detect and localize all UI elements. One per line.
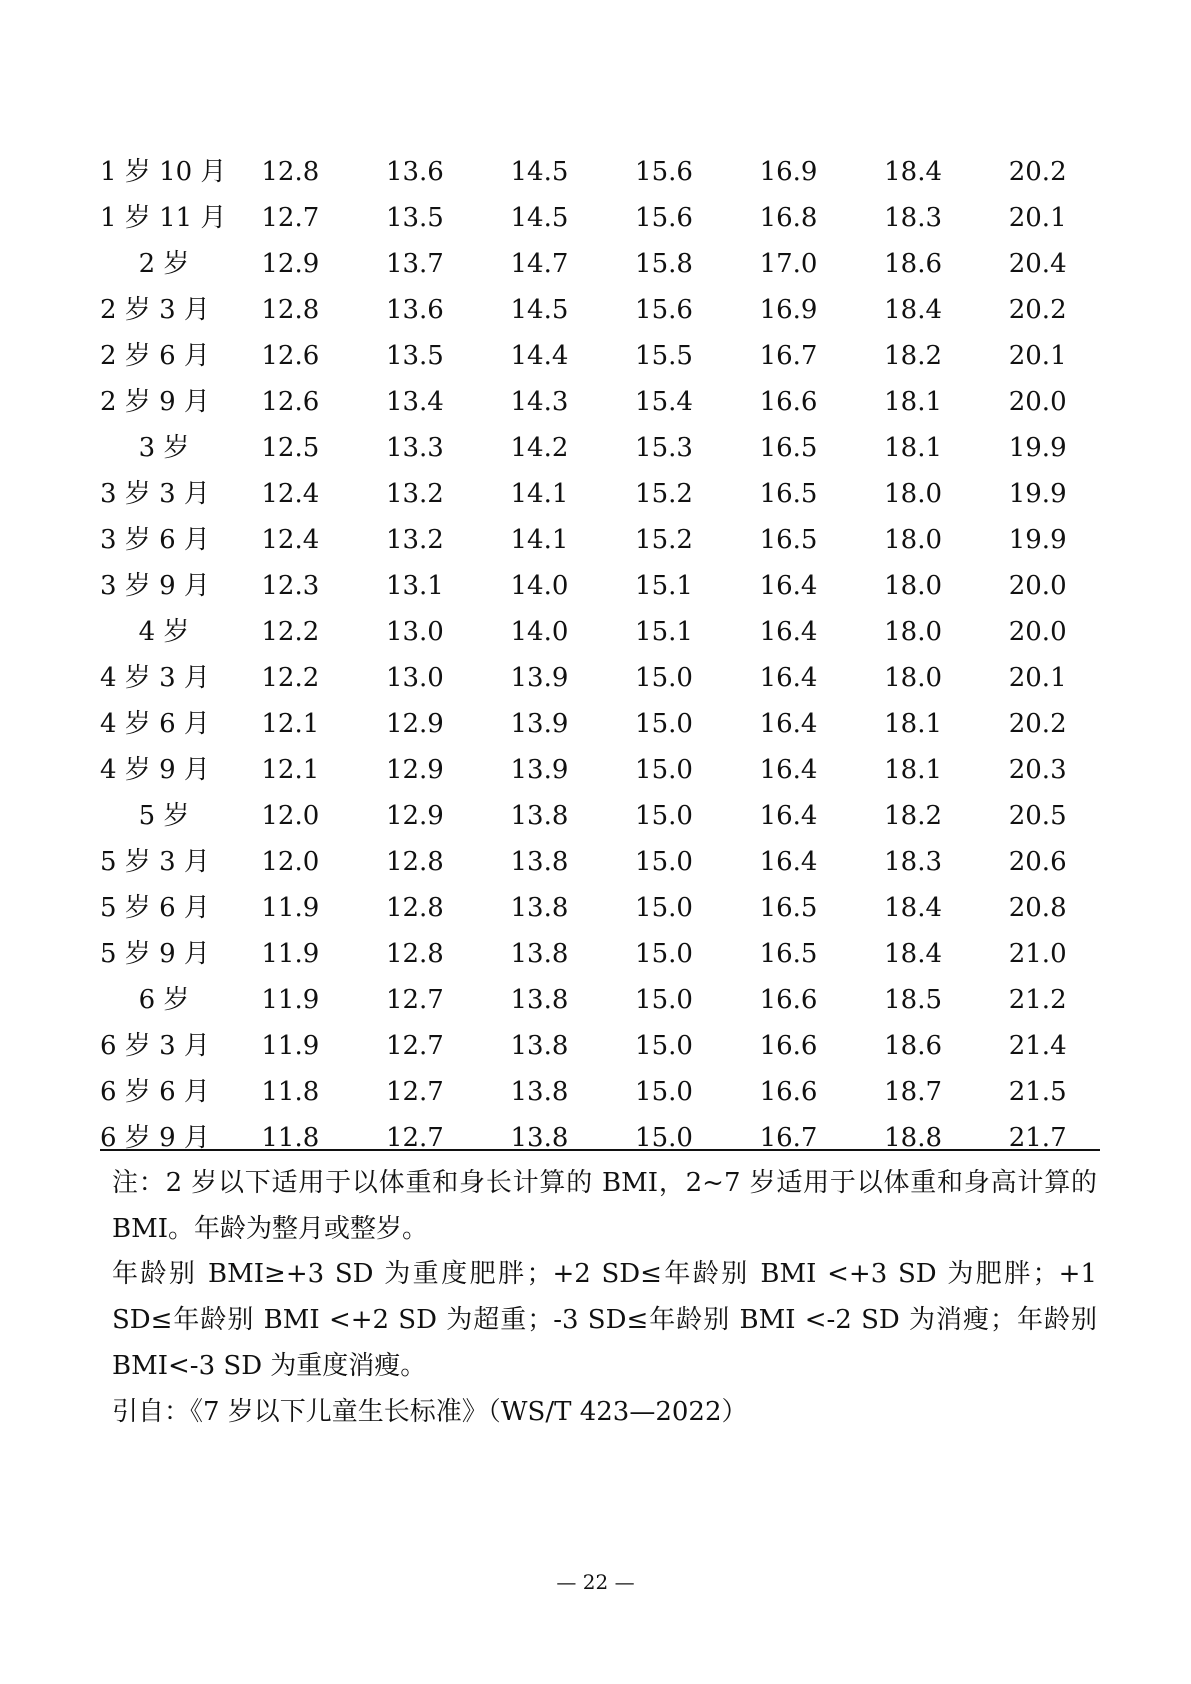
bmi-value-cell: 14.5 <box>510 157 569 187</box>
bmi-value-cell: 18.0 <box>884 525 943 555</box>
bmi-value-cell: 12.0 <box>261 847 320 877</box>
bmi-value-cell: 12.1 <box>261 709 320 739</box>
age-cell: 6 岁 9 月 <box>100 1123 210 1153</box>
age-cell: 1 岁 10 月 <box>100 157 227 187</box>
bmi-value-cell: 15.4 <box>635 387 693 417</box>
bmi-value-cell: 12.8 <box>385 847 444 877</box>
bmi-value-cell: 18.1 <box>884 433 943 463</box>
bmi-value-cell: 13.2 <box>385 525 444 555</box>
age-cell: 5 岁 <box>138 801 190 831</box>
table-row <box>100 195 1100 241</box>
age-cell: 3 岁 6 月 <box>100 525 210 555</box>
bmi-value-cell: 20.8 <box>1008 893 1067 923</box>
bmi-value-cell: 13.0 <box>385 617 444 647</box>
bmi-value-cell: 13.8 <box>510 1123 569 1153</box>
bmi-value-cell: 12.1 <box>261 755 320 785</box>
bmi-value-cell: 18.5 <box>884 985 943 1015</box>
bmi-value-cell: 20.2 <box>1008 157 1067 187</box>
age-cell: 2 岁 <box>138 249 190 279</box>
age-cell: 5 岁 3 月 <box>100 847 210 877</box>
bmi-value-cell: 18.6 <box>884 1031 943 1061</box>
bmi-value-cell: 14.7 <box>510 249 569 279</box>
bmi-value-cell: 12.6 <box>261 341 320 371</box>
age-cell: 4 岁 <box>138 617 190 647</box>
page-number: — 22 — <box>556 1570 635 1594</box>
age-cell: 1 岁 11 月 <box>100 203 227 233</box>
table-row <box>100 517 1100 563</box>
bmi-value-cell: 14.0 <box>510 617 569 647</box>
bmi-value-cell: 20.2 <box>1008 709 1067 739</box>
bmi-value-cell: 15.3 <box>635 433 693 463</box>
bmi-value-cell: 12.9 <box>385 755 444 785</box>
table-row <box>100 1069 1100 1115</box>
bmi-value-cell: 18.0 <box>884 479 943 509</box>
bmi-value-cell: 16.6 <box>759 387 818 417</box>
bmi-value-cell: 15.6 <box>635 203 693 233</box>
bmi-value-cell: 14.4 <box>510 341 569 371</box>
bmi-value-cell: 18.0 <box>884 663 943 693</box>
bmi-value-cell: 15.1 <box>635 617 693 647</box>
bmi-value-cell: 18.7 <box>884 1077 943 1107</box>
bmi-value-cell: 18.2 <box>884 801 943 831</box>
citation: 引自：《7 岁以下儿童生长标准》（WS/T 423—2022） <box>112 1397 748 1427</box>
bmi-value-cell: 15.2 <box>635 479 693 509</box>
bmi-value-cell: 11.9 <box>261 985 320 1015</box>
bmi-value-cell: 20.4 <box>1008 249 1067 279</box>
table-row <box>100 931 1100 977</box>
bmi-value-cell: 15.6 <box>635 295 693 325</box>
bmi-value-cell: 15.0 <box>635 663 693 693</box>
bmi-value-cell: 16.9 <box>759 295 818 325</box>
bmi-value-cell: 18.4 <box>884 893 943 923</box>
age-cell: 2 岁 3 月 <box>100 295 210 325</box>
bmi-value-cell: 21.0 <box>1008 939 1067 969</box>
bmi-value-cell: 11.9 <box>261 939 320 969</box>
bmi-value-cell: 18.2 <box>884 341 943 371</box>
table-row <box>100 609 1100 655</box>
bmi-value-cell: 15.0 <box>635 985 693 1015</box>
bmi-value-cell: 14.5 <box>510 295 569 325</box>
bmi-value-cell: 20.1 <box>1008 341 1067 371</box>
bmi-value-cell: 18.1 <box>884 709 943 739</box>
bmi-value-cell: 15.0 <box>635 893 693 923</box>
bmi-value-cell: 14.2 <box>510 433 569 463</box>
table-row <box>100 471 1100 517</box>
bmi-value-cell: 13.8 <box>510 1031 569 1061</box>
bmi-value-cell: 16.6 <box>759 1077 818 1107</box>
age-cell: 5 岁 9 月 <box>100 939 210 969</box>
age-cell: 6 岁 3 月 <box>100 1031 210 1061</box>
table-row <box>100 747 1100 793</box>
bmi-value-cell: 18.0 <box>884 571 943 601</box>
bmi-value-cell: 13.8 <box>510 893 569 923</box>
age-cell: 2 岁 9 月 <box>100 387 210 417</box>
table-row <box>100 1115 1100 1161</box>
bmi-value-cell: 12.5 <box>261 433 320 463</box>
bmi-value-cell: 15.6 <box>635 157 693 187</box>
bmi-value-cell: 17.0 <box>759 249 818 279</box>
bmi-value-cell: 19.9 <box>1008 525 1067 555</box>
table-row <box>100 655 1100 701</box>
bmi-value-cell: 21.2 <box>1008 985 1067 1015</box>
age-cell: 4 岁 3 月 <box>100 663 210 693</box>
bmi-value-cell: 18.3 <box>884 203 943 233</box>
bmi-value-cell: 14.3 <box>510 387 569 417</box>
bmi-value-cell: 13.8 <box>510 847 569 877</box>
bmi-value-cell: 15.0 <box>635 847 693 877</box>
bmi-value-cell: 13.5 <box>385 341 444 371</box>
bmi-value-cell: 20.1 <box>1008 203 1067 233</box>
bmi-value-cell: 13.2 <box>385 479 444 509</box>
bmi-value-cell: 20.0 <box>1008 571 1067 601</box>
bmi-value-cell: 15.8 <box>635 249 693 279</box>
bmi-value-cell: 14.1 <box>510 479 569 509</box>
bmi-value-cell: 12.7 <box>261 203 320 233</box>
table-row <box>100 425 1100 471</box>
bmi-value-cell: 20.5 <box>1008 801 1067 831</box>
bmi-value-cell: 16.7 <box>759 1123 818 1153</box>
bmi-value-cell: 13.8 <box>510 801 569 831</box>
table-body <box>100 149 1100 1161</box>
bmi-value-cell: 14.1 <box>510 525 569 555</box>
table-bottom-rule <box>100 1149 1100 1151</box>
bmi-value-cell: 19.9 <box>1008 479 1067 509</box>
bmi-value-cell: 12.7 <box>385 985 444 1015</box>
bmi-value-cell: 16.4 <box>759 571 818 601</box>
table-row <box>100 701 1100 747</box>
bmi-value-cell: 20.6 <box>1008 847 1067 877</box>
table-row <box>100 563 1100 609</box>
bmi-table <box>100 149 1100 1161</box>
bmi-value-cell: 20.2 <box>1008 295 1067 325</box>
bmi-value-cell: 15.0 <box>635 709 693 739</box>
bmi-value-cell: 15.0 <box>635 755 693 785</box>
bmi-value-cell: 12.4 <box>261 479 320 509</box>
age-cell: 4 岁 9 月 <box>100 755 210 785</box>
bmi-value-cell: 19.9 <box>1008 433 1067 463</box>
bmi-value-cell: 12.8 <box>385 893 444 923</box>
bmi-value-cell: 12.2 <box>261 663 320 693</box>
bmi-value-cell: 15.0 <box>635 1031 693 1061</box>
bmi-value-cell: 13.0 <box>385 663 444 693</box>
bmi-value-cell: 12.8 <box>261 295 320 325</box>
bmi-value-cell: 16.9 <box>759 157 818 187</box>
table-row <box>100 885 1100 931</box>
bmi-value-cell: 12.2 <box>261 617 320 647</box>
bmi-value-cell: 12.6 <box>261 387 320 417</box>
bmi-value-cell: 13.8 <box>510 939 569 969</box>
bmi-value-cell: 13.5 <box>385 203 444 233</box>
bmi-value-cell: 12.8 <box>385 939 444 969</box>
bmi-value-cell: 21.7 <box>1008 1123 1067 1153</box>
bmi-value-cell: 12.9 <box>385 709 444 739</box>
bmi-value-cell: 12.9 <box>261 249 320 279</box>
bmi-value-cell: 13.6 <box>385 157 444 187</box>
bmi-value-cell: 18.4 <box>884 157 943 187</box>
bmi-value-cell: 12.7 <box>385 1077 444 1107</box>
bmi-value-cell: 12.9 <box>385 801 444 831</box>
bmi-value-cell: 13.1 <box>385 571 444 601</box>
age-cell: 2 岁 6 月 <box>100 341 210 371</box>
table-row <box>100 287 1100 333</box>
bmi-value-cell: 15.0 <box>635 1123 693 1153</box>
bmi-value-cell: 12.7 <box>385 1123 444 1153</box>
bmi-value-cell: 15.5 <box>635 341 693 371</box>
bmi-value-cell: 11.8 <box>261 1123 320 1153</box>
bmi-value-cell: 20.0 <box>1008 387 1067 417</box>
bmi-value-cell: 18.1 <box>884 755 943 785</box>
age-cell: 6 岁 <box>138 985 190 1015</box>
bmi-value-cell: 16.4 <box>759 663 818 693</box>
age-cell: 4 岁 6 月 <box>100 709 210 739</box>
age-cell: 3 岁 <box>138 433 190 463</box>
bmi-value-cell: 16.4 <box>759 755 818 785</box>
table-row <box>100 977 1100 1023</box>
bmi-value-cell: 16.4 <box>759 709 818 739</box>
bmi-value-cell: 12.3 <box>261 571 320 601</box>
bmi-value-cell: 15.0 <box>635 1077 693 1107</box>
bmi-value-cell: 12.8 <box>261 157 320 187</box>
table-row <box>100 1023 1100 1069</box>
bmi-value-cell: 16.7 <box>759 341 818 371</box>
bmi-value-cell: 18.6 <box>884 249 943 279</box>
bmi-value-cell: 13.9 <box>510 663 569 693</box>
bmi-value-cell: 12.0 <box>261 801 320 831</box>
bmi-value-cell: 15.2 <box>635 525 693 555</box>
bmi-value-cell: 13.8 <box>510 985 569 1015</box>
table-row <box>100 839 1100 885</box>
bmi-value-cell: 13.9 <box>510 755 569 785</box>
bmi-value-cell: 15.1 <box>635 571 693 601</box>
bmi-value-cell: 20.0 <box>1008 617 1067 647</box>
note-classification: 年龄别 BMI≥+3 SD 为重度肥胖；+2 SD≤年龄别 BMI <+3 SD 为肥胖；+1 SD≤年龄别 BMI <+2 SD 为超重；-3 SD≤年龄别 BMI <-2 SD 为消瘦；年龄别 BMI<-3 SD 为重度消瘦。 <box>112 1259 1097 1381</box>
bmi-value-cell: 11.8 <box>261 1077 320 1107</box>
bmi-value-cell: 21.4 <box>1008 1031 1067 1061</box>
age-cell: 6 岁 6 月 <box>100 1077 210 1107</box>
table-row <box>100 333 1100 379</box>
bmi-value-cell: 11.9 <box>261 1031 320 1061</box>
bmi-value-cell: 13.6 <box>385 295 444 325</box>
bmi-value-cell: 16.6 <box>759 985 818 1015</box>
bmi-value-cell: 12.7 <box>385 1031 444 1061</box>
note-applicability: 注：2 岁以下适用于以体重和身长计算的 BMI，2~7 岁适用于以体重和身高计算的 BMI。年龄为整月或整岁。 <box>112 1168 1097 1244</box>
bmi-value-cell: 13.8 <box>510 1077 569 1107</box>
bmi-value-cell: 16.5 <box>759 893 818 923</box>
bmi-value-cell: 16.5 <box>759 479 818 509</box>
bmi-value-cell: 18.4 <box>884 295 943 325</box>
table-row <box>100 793 1100 839</box>
bmi-value-cell: 16.5 <box>759 433 818 463</box>
bmi-value-cell: 16.6 <box>759 1031 818 1061</box>
bmi-value-cell: 16.4 <box>759 847 818 877</box>
bmi-value-cell: 16.5 <box>759 939 818 969</box>
bmi-value-cell: 13.7 <box>385 249 444 279</box>
bmi-value-cell: 16.4 <box>759 617 818 647</box>
bmi-value-cell: 14.5 <box>510 203 569 233</box>
bmi-value-cell: 21.5 <box>1008 1077 1067 1107</box>
bmi-value-cell: 11.9 <box>261 893 320 923</box>
bmi-value-cell: 13.4 <box>385 387 444 417</box>
bmi-value-cell: 18.3 <box>884 847 943 877</box>
table-row <box>100 379 1100 425</box>
bmi-value-cell: 18.8 <box>884 1123 943 1153</box>
age-cell: 3 岁 3 月 <box>100 479 210 509</box>
bmi-value-cell: 20.1 <box>1008 663 1067 693</box>
bmi-value-cell: 18.0 <box>884 617 943 647</box>
bmi-value-cell: 16.4 <box>759 801 818 831</box>
bmi-value-cell: 12.4 <box>261 525 320 555</box>
bmi-value-cell: 18.4 <box>884 939 943 969</box>
bmi-value-cell: 20.3 <box>1008 755 1067 785</box>
bmi-value-cell: 14.0 <box>510 571 569 601</box>
table-row <box>100 149 1100 195</box>
bmi-value-cell: 16.5 <box>759 525 818 555</box>
bmi-value-cell: 13.3 <box>385 433 444 463</box>
age-cell: 5 岁 6 月 <box>100 893 210 923</box>
bmi-value-cell: 15.0 <box>635 801 693 831</box>
bmi-value-cell: 13.9 <box>510 709 569 739</box>
bmi-value-cell: 18.1 <box>884 387 943 417</box>
table-row <box>100 241 1100 287</box>
bmi-value-cell: 15.0 <box>635 939 693 969</box>
bmi-value-cell: 16.8 <box>759 203 818 233</box>
age-cell: 3 岁 9 月 <box>100 571 210 601</box>
